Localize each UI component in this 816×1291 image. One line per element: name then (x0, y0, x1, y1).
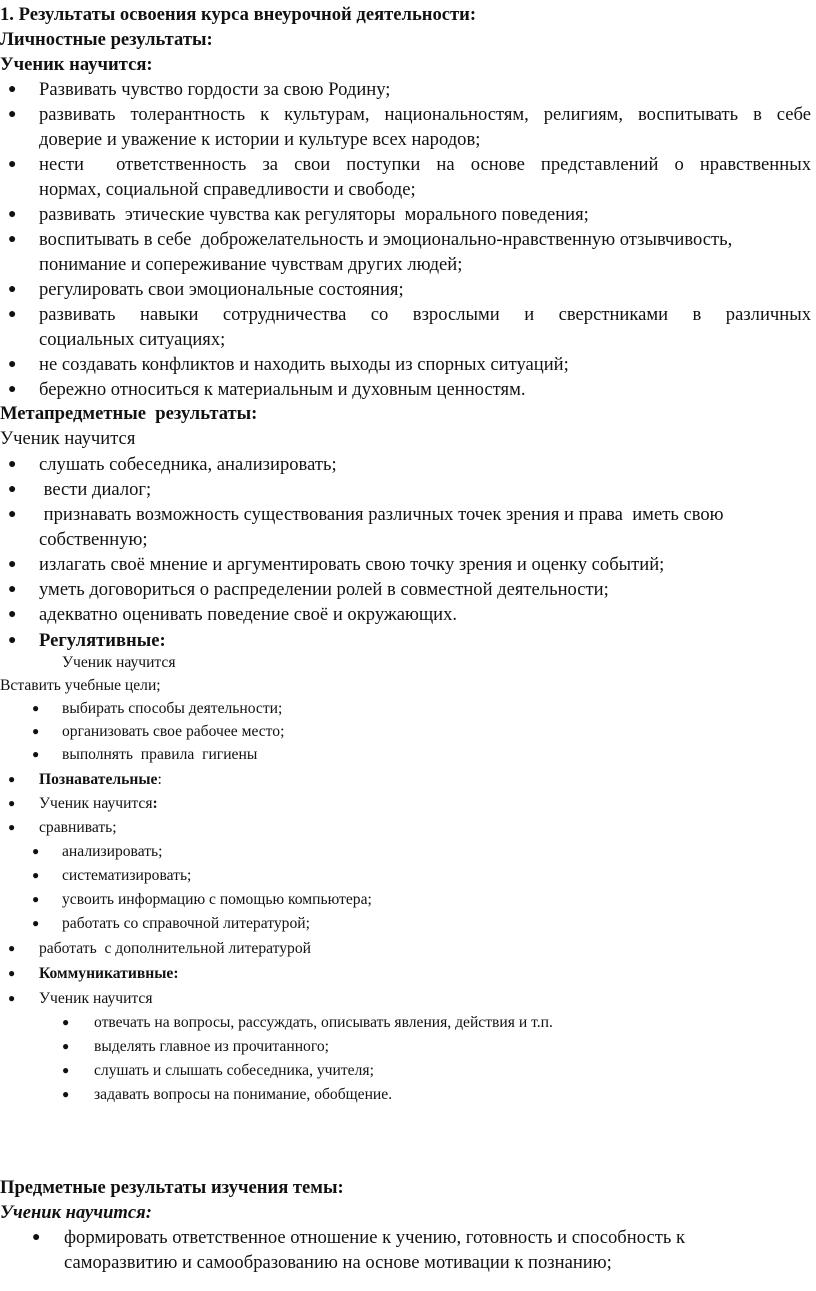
list-item: ● формировать ответственное отношение к учению, готовность и способность к саморазвитию и самообразованию на основе мотивации к познанию; (32, 1227, 685, 1273)
list-item: ● выделять главное из прочитанного; (62, 1038, 329, 1055)
bullet-icon: ● (8, 382, 17, 397)
subject-results-title: Предметные результаты изучения темы: (0, 1177, 344, 1198)
list-item: ● бережно относиться к материальным и духовным ценностям. (8, 379, 526, 400)
list-item: ● отвечать на вопросы, рассуждать, описывать явления, действия и т.п. (62, 1014, 553, 1031)
bullet-icon: ● (8, 482, 17, 497)
list-item: ● выбирать способы деятельности; (32, 700, 283, 717)
bullet-icon: ● (62, 1015, 70, 1029)
list-item: ● развивать навыки сотрудничества со взрослыми и сверстниками в различных социальных ситуациях; (8, 304, 811, 350)
bullet-icon: ● (8, 107, 17, 122)
bullet-icon: ● (62, 1063, 70, 1077)
list-item: ● развивать толерантность к культурам, национальностям, религиям, воспитывать в себе доверие и уважение к истории и культуре всех народов; (8, 104, 811, 150)
bullet-icon: ● (8, 282, 17, 297)
bullet-icon: ● (8, 582, 17, 597)
list-item: ● выполнять правила гигиены (32, 746, 258, 763)
regulative-subtitle: Ученик научится (62, 654, 176, 671)
list-item: ● систематизировать; (32, 867, 192, 884)
personal-results-title: Личностные результаты: (0, 29, 213, 50)
document-heading: 1. Результаты освоения курса внеурочной деятельности: (0, 4, 477, 25)
personal-results-subtitle: Ученик научится: (0, 54, 153, 75)
list-item: ● задавать вопросы на понимание, обобщение. (62, 1086, 393, 1103)
bullet-icon: ● (62, 1087, 70, 1101)
cognitive-subtitle: ● Ученик научится: (8, 795, 158, 812)
list-item: ● нести ответственность за свои поступки на основе представлений о нравственных нормах, социальной справедливости и свободе; (8, 154, 811, 200)
list-item: ● адекватно оценивать поведение своё и окружающих. (8, 604, 458, 625)
bullet-icon: ● (32, 892, 40, 906)
list-item: ● слушать собеседника, анализировать; (8, 454, 337, 475)
list-item: ● признавать возможность существования различных точек зрения и права иметь свою собственную; (8, 504, 724, 550)
bullet-icon: ● (62, 1039, 70, 1053)
meta-results-title: Метапредметные результаты: (0, 403, 258, 424)
list-item: ● развивать этические чувства как регуляторы морального поведения; (8, 204, 589, 225)
bullet-icon: ● (8, 307, 17, 322)
bullet-icon: ● (8, 796, 16, 810)
bullet-icon: ● (32, 747, 40, 761)
list-item: ● не создавать конфликтов и находить выходы из спорных ситуаций; (8, 354, 569, 375)
bullet-icon: ● (8, 357, 17, 372)
list-item: ● вести диалог; (8, 479, 152, 500)
regulative-section-title: ● Регулятивные: (8, 630, 166, 651)
list-item: ● воспитывать в себе доброжелательность и эмоционально-нравственную отзывчивость, понимание и сопереживание чувствам других людей; (8, 229, 733, 275)
list-item: ● сравнивать; (8, 819, 117, 836)
list-item: ● регулировать свои эмоциональные состояния; (8, 279, 404, 300)
bullet-icon: ● (8, 941, 16, 955)
list-item: ● анализировать; (32, 843, 163, 860)
cognitive-section-title: ● Познавательные: (8, 771, 162, 788)
list-item: ● усвоить информацию с помощью компьютера; (32, 891, 372, 908)
subject-results-subtitle: Ученик научится: (0, 1202, 152, 1223)
bullet-icon: ● (8, 507, 17, 522)
communicative-subtitle: ● Ученик научится (8, 990, 153, 1007)
regulative-intro: Вставить учебные цели; (0, 677, 161, 694)
bullet-icon: ● (8, 633, 17, 648)
bullet-icon: ● (8, 232, 17, 247)
bullet-icon: ● (32, 916, 40, 930)
bullet-icon: ● (8, 557, 17, 572)
list-item: ● слушать и слышать собеседника, учителя; (62, 1062, 374, 1079)
bullet-icon: ● (8, 457, 17, 472)
bullet-icon: ● (8, 607, 17, 622)
meta-results-subtitle: Ученик научится (0, 428, 136, 449)
bullet-icon: ● (32, 868, 40, 882)
list-item: ● организовать свое рабочее место; (32, 723, 285, 740)
bullet-icon: ● (32, 844, 40, 858)
bullet-icon: ● (8, 772, 16, 786)
communicative-section-title: ● Коммуникативные: (8, 965, 179, 982)
bullet-icon: ● (32, 1230, 41, 1245)
list-item: ● уметь договориться о распределении ролей в совместной деятельности; (8, 579, 609, 600)
list-item: ● излагать своё мнение и аргументировать свою точку зрения и оценку событий; (8, 554, 665, 575)
list-item: ● работать со справочной литературой; (32, 915, 310, 932)
bullet-icon: ● (8, 82, 17, 97)
bullet-icon: ● (8, 157, 17, 172)
list-item: ● Развивать чувство гордости за свою Родину; (8, 79, 391, 100)
bullet-icon: ● (8, 207, 17, 222)
bullet-icon: ● (8, 966, 16, 980)
bullet-icon: ● (32, 701, 40, 715)
bullet-icon: ● (32, 724, 40, 738)
bullet-icon: ● (8, 820, 16, 834)
bullet-icon: ● (8, 991, 16, 1005)
list-item: ● работать с дополнительной литературой (8, 940, 311, 957)
